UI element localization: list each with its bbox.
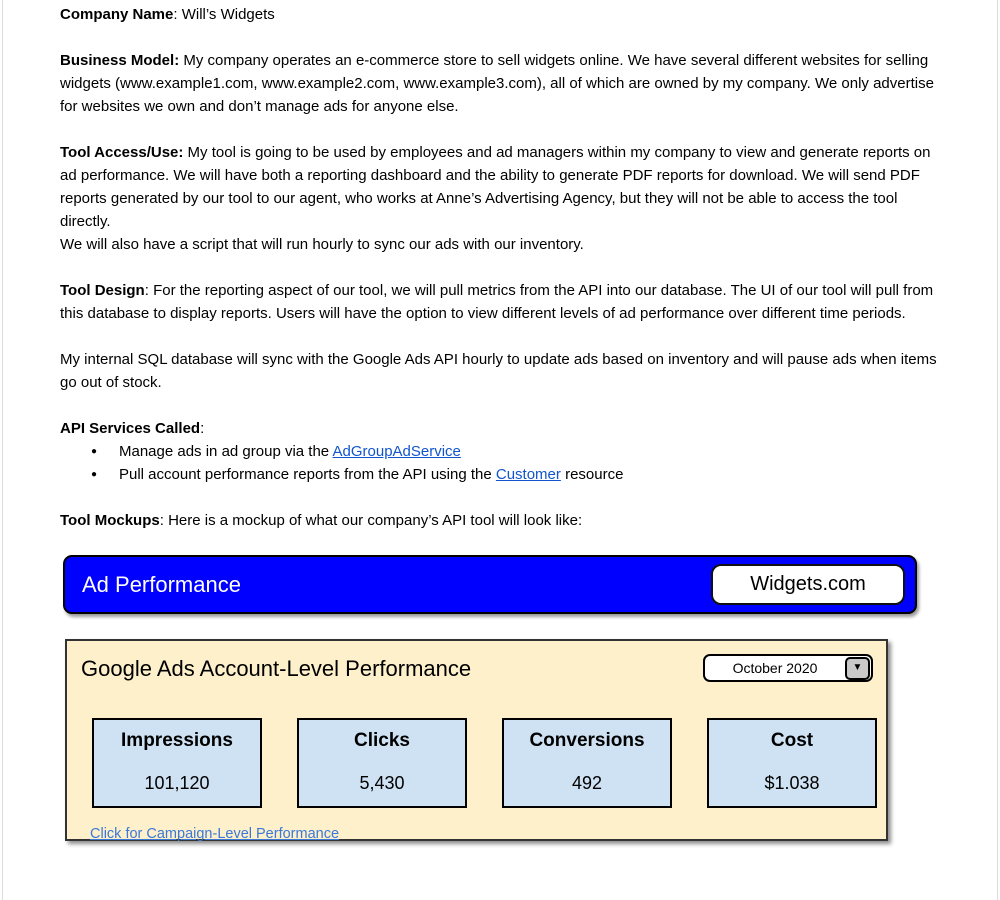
business-model-label: Business Model: — [60, 52, 180, 69]
tool-access-line2: We will also have a script that will run hourly to sync our ads with our inventory. — [60, 236, 584, 253]
list-item — [91, 463, 942, 486]
company-name-value: : Will’s Widgets — [173, 6, 275, 23]
performance-panel — [65, 639, 888, 841]
mockup-header-bar — [63, 555, 917, 614]
metric-cards-row — [92, 718, 886, 808]
bullet-text-prefix: Manage ads in ad group via the — [119, 443, 333, 460]
bullet-icon: ● — [91, 469, 98, 480]
page-right-edge — [997, 0, 998, 900]
company-name-label: Company Name — [60, 6, 174, 23]
company-name-line — [60, 3, 942, 26]
metric-value: $1.038 — [764, 773, 820, 793]
tool-design-label: Tool Design — [60, 282, 145, 299]
bullet-icon: ● — [91, 446, 98, 457]
metric-value: 492 — [571, 773, 603, 793]
metric-value: 5,430 — [359, 773, 405, 793]
business-model-paragraph — [60, 49, 942, 118]
metric-card-conversions — [502, 718, 672, 808]
panel-title: Google Ads Account-Level Performance — [81, 655, 472, 681]
bullet-text-suffix: resource — [560, 466, 624, 483]
api-services-heading — [60, 417, 942, 440]
api-services-list — [60, 440, 942, 486]
metric-card-cost — [707, 718, 877, 808]
chevron-down-icon[interactable]: ▼ — [845, 657, 870, 680]
tool-mockups-paragraph — [60, 509, 942, 532]
tool-access-paragraph — [60, 141, 942, 256]
sql-sync-paragraph — [60, 348, 942, 394]
metric-value: 101,120 — [144, 773, 210, 793]
metric-label: Impressions — [121, 730, 233, 751]
dropdown-value: October 2020 — [732, 659, 818, 676]
tool-mockups-text: : Here is a mockup of what our company’s API tool will look like: — [159, 512, 583, 529]
mockup-title: Ad Performance — [82, 572, 241, 597]
sql-sync-text: My internal SQL database will sync with the Google Ads API hourly to update ads based on inventory and will pause ads when items go out of stock. — [60, 351, 937, 391]
panel-header — [67, 641, 886, 682]
list-item — [91, 440, 942, 463]
metric-label: Clicks — [354, 730, 410, 751]
page-left-edge — [2, 0, 3, 900]
customer-link[interactable]: Customer — [495, 466, 561, 483]
tool-mockups-label: Tool Mockups — [60, 512, 160, 529]
widgets-button[interactable]: Widgets.com — [711, 564, 905, 605]
tool-design-paragraph — [60, 279, 942, 325]
metric-card-impressions — [92, 718, 262, 808]
tool-access-label: Tool Access/Use: — [60, 144, 184, 161]
business-model-text: My company operates an e-commerce store to sell widgets online. We have several different websites for selling widgets (www.example1.com, www.example2.com, www.example3.com), all of which are owned by my company. We only advertise for websites we own and don’t manage ads for anyone else. — [60, 52, 934, 115]
month-dropdown[interactable] — [703, 654, 873, 682]
api-services-colon: : — [200, 420, 205, 437]
api-services-label: API Services Called — [60, 420, 201, 437]
metric-label: Cost — [770, 730, 814, 751]
metric-card-clicks — [297, 718, 467, 808]
tool-access-text: My tool is going to be used by employees and ad managers within my company to view and generate reports on ad performance. We will have both a reporting dashboard and the ability to generate PDF reports for download. We will send PDF reports generated by our tool to our agent, who works at Anne’s Advertising Agency, but they will not be able to access the tool directly. — [60, 144, 931, 230]
tool-design-text: : For the reporting aspect of our tool, we will pull metrics from the API into our database. The UI of our tool will pull from this database to display reports. Users will have the option to view different levels of ad performance over different time periods. — [60, 282, 934, 322]
bullet-text-prefix: Pull account performance reports from the API using the — [119, 466, 496, 483]
campaign-level-link[interactable]: Click for Campaign-Level Performance — [90, 826, 340, 842]
metric-label: Conversions — [529, 730, 645, 751]
adgroupadservice-link[interactable]: AdGroupAdService — [332, 443, 461, 460]
